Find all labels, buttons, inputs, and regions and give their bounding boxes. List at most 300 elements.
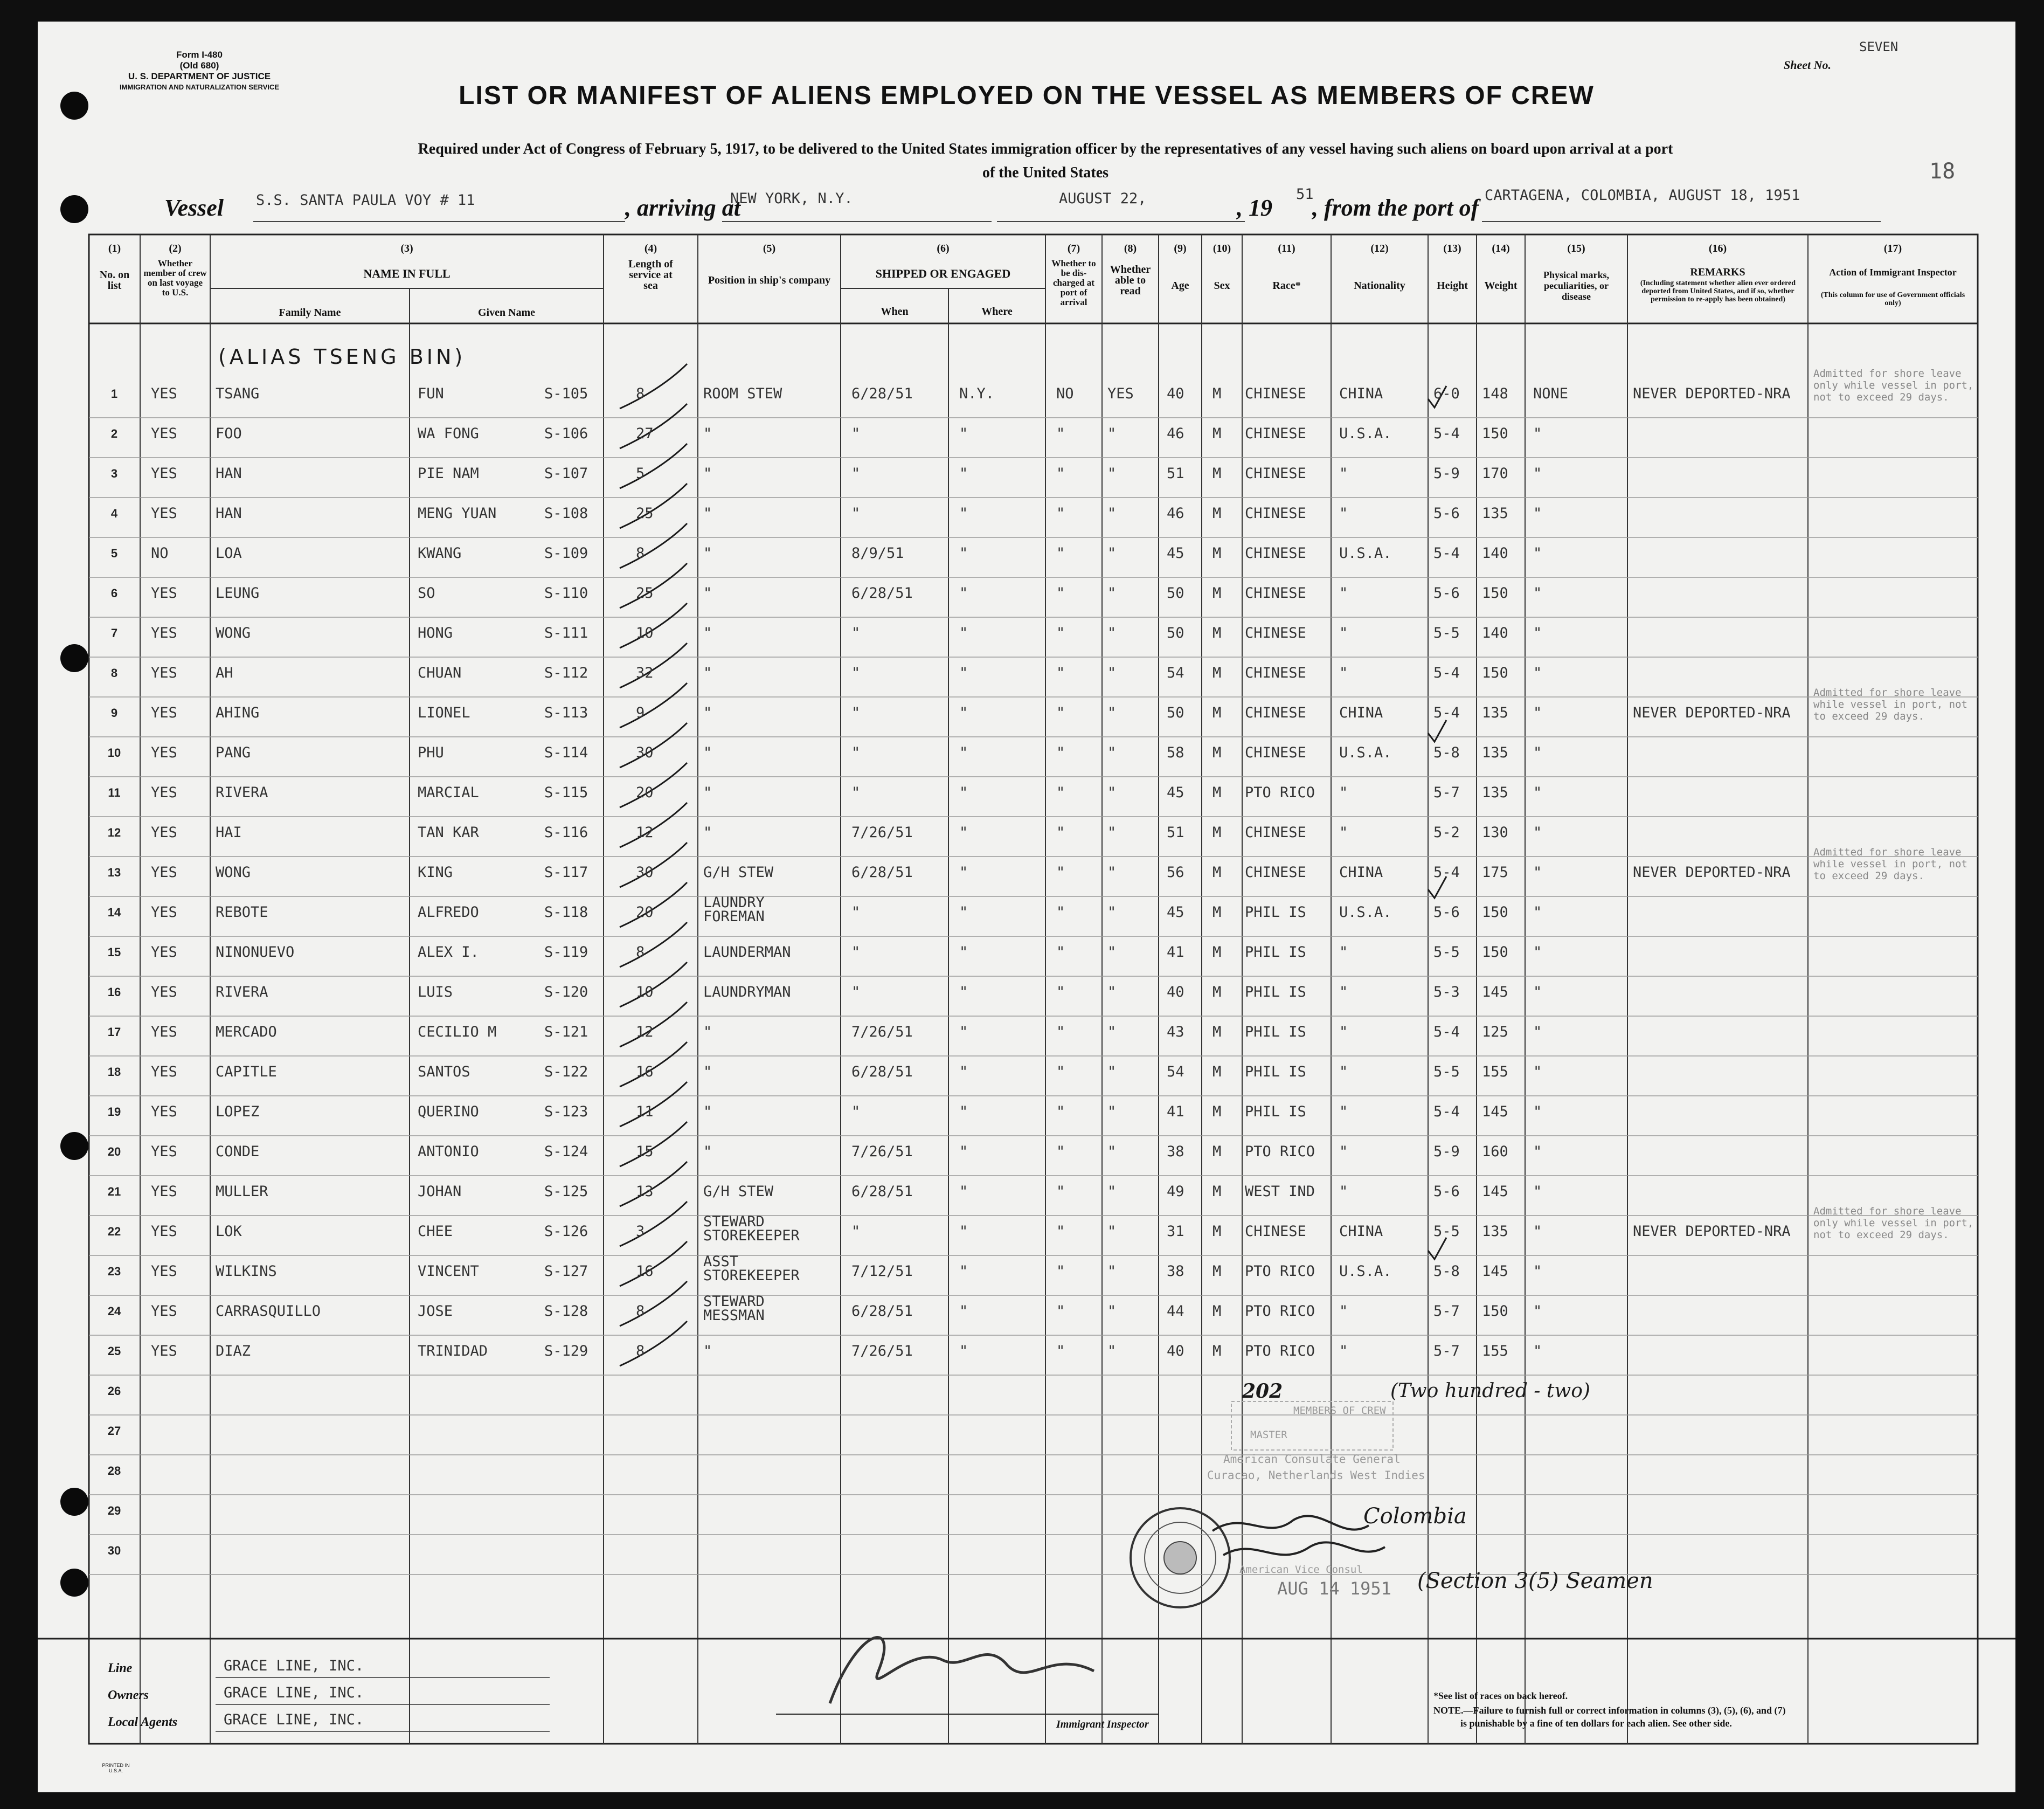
crew-last-voyage-cell: YES xyxy=(151,1064,177,1080)
shipped-where-cell: " xyxy=(959,465,968,482)
to-be-discharged-cell: " xyxy=(1056,1223,1065,1240)
crew-last-voyage-cell: YES xyxy=(151,1303,177,1320)
physical-marks-cell: " xyxy=(1533,784,1542,801)
shipped-where-cell: " xyxy=(959,944,968,961)
col-17-num: (17) xyxy=(1883,243,1902,254)
family-name-cell: LOPEZ xyxy=(216,1103,260,1120)
to-be-discharged-cell: " xyxy=(1056,1024,1065,1040)
shipped-where-cell: " xyxy=(959,784,968,801)
height-cell: 5-7 xyxy=(1433,1303,1460,1320)
weight-cell: 135 xyxy=(1482,744,1508,761)
sex-cell: M xyxy=(1212,505,1222,522)
shipped-when-cell: " xyxy=(851,784,861,801)
able-to-read-cell: YES xyxy=(1107,385,1134,402)
physical-marks-cell: " xyxy=(1533,425,1542,442)
service-length-cell: 12 xyxy=(636,1024,654,1040)
row-number: 10 xyxy=(107,746,121,759)
height-cell: 5-6 xyxy=(1433,1183,1460,1200)
form-number: Form I-480 xyxy=(176,50,223,60)
shipped-when-cell: " xyxy=(851,1103,861,1120)
able-to-read-cell: " xyxy=(1107,1143,1117,1160)
position-cell: " xyxy=(703,1143,712,1160)
physical-marks-cell: " xyxy=(1533,744,1542,761)
given-name-cell: PHU xyxy=(418,744,444,761)
race-cell: CHINESE xyxy=(1245,425,1306,442)
service-length-cell: 16 xyxy=(636,1263,654,1280)
position-cell: " xyxy=(703,824,712,841)
height-cell: 5-8 xyxy=(1433,744,1460,761)
sex-cell: M xyxy=(1212,385,1222,402)
nationality-cell: CHINA xyxy=(1339,705,1383,721)
race-cell: CHINESE xyxy=(1245,585,1306,602)
age-cell: 45 xyxy=(1167,784,1184,801)
arrival-year: 51 xyxy=(1296,186,1314,203)
weight-cell: 160 xyxy=(1482,1143,1508,1160)
col-7-label: Whether to be dis-charged at port of arrival xyxy=(1051,258,1096,307)
fine-note-2: is punishable by a fine of ten dollars for each alien. See other side. xyxy=(1460,1718,1732,1729)
shipped-where-cell: N.Y. xyxy=(959,385,995,402)
footer-line-label: Line xyxy=(108,1661,133,1675)
to-be-discharged-cell: " xyxy=(1056,1263,1065,1280)
shipped-where-cell: " xyxy=(959,864,968,881)
remarks-cell: NEVER DEPORTED-NRA xyxy=(1633,705,1791,721)
service-length-cell: 32 xyxy=(636,665,654,681)
col-10-label: Sex xyxy=(1214,280,1230,292)
col-2-num: (2) xyxy=(169,243,182,254)
physical-marks-cell: " xyxy=(1533,665,1542,681)
crew-last-voyage-cell: YES xyxy=(151,1024,177,1040)
footer-line-value: GRACE LINE, INC. xyxy=(224,1658,364,1674)
nationality-cell: " xyxy=(1339,1343,1348,1359)
col-4-num: (4) xyxy=(644,243,657,254)
physical-marks-cell: NONE xyxy=(1533,385,1569,402)
subtitle-line-2: of the United States xyxy=(982,164,1109,181)
given-name-cell: CECILIO M xyxy=(418,1024,497,1040)
height-cell: 5-3 xyxy=(1433,984,1460,1000)
footer-agents-value: GRACE LINE, INC. xyxy=(224,1711,364,1728)
height-cell: 5-2 xyxy=(1433,824,1460,841)
form-service: IMMIGRATION AND NATURALIZATION SERVICE xyxy=(119,83,280,91)
vessel-name: S.S. SANTA PAULA VOY # 11 xyxy=(256,192,475,209)
col-6-when: When xyxy=(881,306,909,317)
age-cell: 40 xyxy=(1167,984,1184,1000)
race-cell: PTO RICO xyxy=(1245,1263,1315,1280)
family-name-cell: NINONUEVO xyxy=(216,944,295,961)
check-stroke xyxy=(620,364,687,409)
position-cell: " xyxy=(703,1103,712,1120)
family-name-cell: AHING xyxy=(216,705,260,721)
weight-cell: 135 xyxy=(1482,505,1508,522)
nationality-cell: U.S.A. xyxy=(1339,1263,1392,1280)
shipped-where-cell: " xyxy=(959,585,968,602)
weight-cell: 145 xyxy=(1482,1103,1508,1120)
to-be-discharged-cell: " xyxy=(1056,625,1065,641)
given-name-cell: HONG xyxy=(418,625,453,641)
height-cell: 5-4 xyxy=(1433,665,1460,681)
to-be-discharged-cell: " xyxy=(1056,944,1065,961)
height-cell: 5-4 xyxy=(1433,545,1460,562)
row-number: 20 xyxy=(107,1145,121,1158)
service-length-cell: 11 xyxy=(636,1103,654,1120)
race-cell: PHIL IS xyxy=(1245,1103,1306,1120)
weight-cell: 155 xyxy=(1482,1343,1508,1359)
age-cell: 51 xyxy=(1167,465,1184,482)
crew-last-voyage-cell: YES xyxy=(151,385,177,402)
race-cell: CHINESE xyxy=(1245,505,1306,522)
shipped-where-cell: " xyxy=(959,625,968,641)
row-number: 13 xyxy=(107,866,121,879)
shipped-when-cell: 7/26/51 xyxy=(851,824,913,841)
shipped-where-cell: " xyxy=(959,545,968,562)
weight-cell: 140 xyxy=(1482,625,1508,641)
given-name-cell: LIONEL xyxy=(418,705,470,721)
shipped-when-cell: 7/26/51 xyxy=(851,1024,913,1040)
shipped-where-cell: " xyxy=(959,1143,968,1160)
service-length-cell: 8 xyxy=(636,1303,645,1320)
consulate-line-2: Curacao, Netherlands West Indies xyxy=(1207,1469,1425,1482)
given-name-cell: ALEX I. xyxy=(418,944,479,961)
nationality-cell: " xyxy=(1339,1024,1348,1040)
nationality-cell: " xyxy=(1339,1143,1348,1160)
able-to-read-cell: " xyxy=(1107,465,1117,482)
age-cell: 58 xyxy=(1167,744,1184,761)
physical-marks-cell: " xyxy=(1533,1103,1542,1120)
height-cell: 5-9 xyxy=(1433,1143,1460,1160)
row-number: 25 xyxy=(107,1344,121,1358)
sex-cell: M xyxy=(1212,824,1222,841)
col-13-num: (13) xyxy=(1443,243,1461,254)
form-old-number: (Old 680) xyxy=(179,60,219,71)
height-cell: 5-4 xyxy=(1433,864,1460,881)
position-cell: LAUNDRYMAN xyxy=(703,984,791,1000)
position-cell: " xyxy=(703,625,712,641)
age-cell: 51 xyxy=(1167,824,1184,841)
shipped-when-cell: " xyxy=(851,665,861,681)
sex-cell: M xyxy=(1212,1143,1222,1160)
col-7-num: (7) xyxy=(1067,243,1080,254)
physical-marks-cell: " xyxy=(1533,1303,1542,1320)
inspector-action-cell: Admitted for shore leave while vessel in port, not to exceed 29 days. xyxy=(1813,846,1967,882)
age-cell: 54 xyxy=(1167,1064,1184,1080)
family-name-cell: HAN xyxy=(216,465,242,482)
sex-cell: M xyxy=(1212,1103,1222,1120)
nationality-cell: " xyxy=(1339,1064,1348,1080)
age-cell: 54 xyxy=(1167,665,1184,681)
service-length-cell: 3 xyxy=(636,1223,645,1240)
race-cell: CHINESE xyxy=(1245,545,1306,562)
race-cell: WEST IND xyxy=(1245,1183,1315,1200)
height-cell: 5-6 xyxy=(1433,904,1460,921)
physical-marks-cell: " xyxy=(1533,824,1542,841)
age-cell: 31 xyxy=(1167,1223,1184,1240)
check-stroke xyxy=(620,444,687,488)
age-cell: 49 xyxy=(1167,1183,1184,1200)
seaman-id-cell: S-122 xyxy=(544,1064,588,1080)
nationality-cell: CHINA xyxy=(1339,864,1383,881)
col-6-num: (6) xyxy=(937,243,950,254)
shipped-where-cell: " xyxy=(959,665,968,681)
section-note: (Section 3(5) Seamen xyxy=(1417,1569,1653,1593)
remarks-cell: NEVER DEPORTED-NRA xyxy=(1633,864,1791,881)
check-stroke xyxy=(620,922,687,967)
row-number: 21 xyxy=(107,1185,121,1198)
height-cell: 5-5 xyxy=(1433,625,1460,641)
to-be-discharged-cell: " xyxy=(1056,425,1065,442)
family-name-cell: MULLER xyxy=(216,1183,268,1200)
race-cell: CHINESE xyxy=(1245,385,1306,402)
col-4-label: Length of service at sea xyxy=(628,258,673,292)
able-to-read-cell: " xyxy=(1107,505,1117,522)
race-cell: PHIL IS xyxy=(1245,1064,1306,1080)
service-length-cell: 16 xyxy=(636,1064,654,1080)
col-14-num: (14) xyxy=(1492,243,1510,254)
col-6-label: SHIPPED OR ENGAGED xyxy=(875,267,1011,280)
alias-note: (ALIAS TSENG BIN) xyxy=(218,345,466,369)
height-cell: 5-4 xyxy=(1433,1103,1460,1120)
crew-last-voyage-cell: YES xyxy=(151,1343,177,1359)
crew-last-voyage-cell: YES xyxy=(151,744,177,761)
nationality-cell: " xyxy=(1339,585,1348,602)
age-cell: 46 xyxy=(1167,425,1184,442)
vessel-label: Vessel xyxy=(164,195,224,221)
crew-last-voyage-cell: YES xyxy=(151,1103,177,1120)
service-length-cell: 30 xyxy=(636,864,654,881)
height-cell: 5-7 xyxy=(1433,1343,1460,1359)
from-port-label: , from the port of xyxy=(1312,195,1479,221)
seaman-id-cell: S-109 xyxy=(544,545,588,562)
col-6-where: Where xyxy=(981,306,1013,317)
row-number: 6 xyxy=(110,586,118,600)
col-3-num: (3) xyxy=(400,243,413,254)
nationality-cell: U.S.A. xyxy=(1339,425,1392,442)
nationality-cell: " xyxy=(1339,1303,1348,1320)
able-to-read-cell: " xyxy=(1107,824,1117,841)
family-name-cell: WONG xyxy=(216,864,251,881)
col-16-note: (Including statement whether alien ever ordered deported from United States, and if so, whether permission to re-apply has been obtained) xyxy=(1640,279,1796,303)
inspector-action-cell: Admitted for shore leave only while vessel in port, not to exceed 29 days. xyxy=(1813,368,1974,403)
race-cell: CHINESE xyxy=(1245,665,1306,681)
family-name-cell: HAI xyxy=(216,824,242,841)
shipped-when-cell: " xyxy=(851,744,861,761)
family-name-cell: WONG xyxy=(216,625,251,641)
family-name-cell: HAN xyxy=(216,505,242,522)
race-cell: PTO RICO xyxy=(1245,1303,1315,1320)
age-cell: 50 xyxy=(1167,625,1184,641)
shipped-when-cell: 6/28/51 xyxy=(851,1303,913,1320)
able-to-read-cell: " xyxy=(1107,1024,1117,1040)
physical-marks-cell: " xyxy=(1533,904,1542,921)
weight-cell: 125 xyxy=(1482,1024,1508,1040)
given-name-cell: FUN xyxy=(418,385,444,402)
remarks-cell: NEVER DEPORTED-NRA xyxy=(1633,385,1791,402)
position-cell: STEWARD MESSMAN xyxy=(703,1293,765,1324)
row-number: 4 xyxy=(110,507,118,520)
sex-cell: M xyxy=(1212,425,1222,442)
family-name-cell: RIVERA xyxy=(216,784,268,801)
col-12-label: Nationality xyxy=(1354,280,1405,292)
physical-marks-cell: " xyxy=(1533,944,1542,961)
seaman-id-cell: S-128 xyxy=(544,1303,588,1320)
race-cell: CHINESE xyxy=(1245,705,1306,721)
race-cell: PHIL IS xyxy=(1245,944,1306,961)
family-name-cell: LOA xyxy=(216,545,242,562)
weight-cell: 135 xyxy=(1482,705,1508,721)
weight-cell: 150 xyxy=(1482,944,1508,961)
seaman-id-cell: S-114 xyxy=(544,744,588,761)
crew-last-voyage-cell: YES xyxy=(151,625,177,641)
age-cell: 41 xyxy=(1167,1103,1184,1120)
nationality-cell: " xyxy=(1339,784,1348,801)
position-cell: " xyxy=(703,705,712,721)
consulate-line-1: American Consulate General xyxy=(1223,1453,1401,1466)
height-cell: 5-7 xyxy=(1433,784,1460,801)
age-cell: 40 xyxy=(1167,1343,1184,1359)
row-number: 17 xyxy=(107,1025,121,1039)
row-number: 3 xyxy=(110,467,118,480)
row-number: 27 xyxy=(107,1424,121,1438)
sex-cell: M xyxy=(1212,1223,1222,1240)
seaman-id-cell: S-117 xyxy=(544,864,588,881)
sex-cell: M xyxy=(1212,1343,1222,1359)
race-cell: CHINESE xyxy=(1245,465,1306,482)
seaman-id-cell: S-126 xyxy=(544,1223,588,1240)
check-stroke xyxy=(620,1281,687,1326)
able-to-read-cell: " xyxy=(1107,1303,1117,1320)
physical-marks-cell: " xyxy=(1533,585,1542,602)
to-be-discharged-cell: " xyxy=(1056,1064,1065,1080)
service-length-cell: 20 xyxy=(636,784,654,801)
crew-last-voyage-cell: YES xyxy=(151,505,177,522)
sex-cell: M xyxy=(1212,1064,1222,1080)
weight-cell: 150 xyxy=(1482,585,1508,602)
seaman-id-cell: S-113 xyxy=(544,705,588,721)
col-5-label: Position in ship's company xyxy=(708,274,831,286)
shipped-when-cell: 6/28/51 xyxy=(851,1064,913,1080)
arriving-label: , arriving at xyxy=(625,195,740,221)
given-name-cell: MENG YUAN xyxy=(418,505,497,522)
race-cell: CHINESE xyxy=(1245,744,1306,761)
crew-last-voyage-cell: YES xyxy=(151,585,177,602)
able-to-read-cell: " xyxy=(1107,784,1117,801)
service-length-cell: 15 xyxy=(636,1143,654,1160)
able-to-read-cell: " xyxy=(1107,984,1117,1000)
shipped-where-cell: " xyxy=(959,1343,968,1359)
seaman-id-cell: S-115 xyxy=(544,784,588,801)
col-1-num: (1) xyxy=(108,243,121,254)
physical-marks-cell: " xyxy=(1533,1343,1542,1359)
weight-cell: 135 xyxy=(1482,1223,1508,1240)
height-cell: 5-4 xyxy=(1433,1024,1460,1040)
position-cell: " xyxy=(703,1064,712,1080)
nationality-cell: " xyxy=(1339,625,1348,641)
physical-marks-cell: " xyxy=(1533,705,1542,721)
position-cell: G/H STEW xyxy=(703,1183,774,1200)
given-name-cell: JOHAN xyxy=(418,1183,462,1200)
sex-cell: M xyxy=(1212,904,1222,921)
row-number: 23 xyxy=(107,1265,121,1278)
shipped-where-cell: " xyxy=(959,984,968,1000)
physical-marks-cell: " xyxy=(1533,1223,1542,1240)
sex-cell: M xyxy=(1212,1263,1222,1280)
check-stroke xyxy=(620,1321,687,1366)
physical-marks-cell: " xyxy=(1533,545,1542,562)
weight-cell: 130 xyxy=(1482,824,1508,841)
printer-mark: PRINTED IN U.S.A. xyxy=(102,1763,130,1773)
remarks-cell: NEVER DEPORTED-NRA xyxy=(1633,1223,1791,1240)
shipped-where-cell: " xyxy=(959,705,968,721)
col-14-label: Weight xyxy=(1484,280,1518,292)
nationality-cell: U.S.A. xyxy=(1339,904,1392,921)
race-cell: PTO RICO xyxy=(1245,784,1315,801)
weight-cell: 170 xyxy=(1482,465,1508,482)
nationality-cell: " xyxy=(1339,984,1348,1000)
seaman-id-cell: S-106 xyxy=(544,425,588,442)
shipped-where-cell: " xyxy=(959,1064,968,1080)
family-name-cell: TSANG xyxy=(216,385,260,402)
crew-last-voyage-cell: YES xyxy=(151,944,177,961)
service-length-cell: 30 xyxy=(636,744,654,761)
sheet-number-label: Sheet No. xyxy=(1784,58,1831,72)
position-cell: STEWARD STOREKEEPER xyxy=(703,1213,800,1244)
shipped-when-cell: " xyxy=(851,505,861,522)
to-be-discharged-cell: " xyxy=(1056,465,1065,482)
to-be-discharged-cell: " xyxy=(1056,984,1065,1000)
col-9-label: Age xyxy=(1171,280,1189,292)
col-15-label: Physical marks, peculiarities, or disease xyxy=(1543,270,1609,302)
shipped-where-cell: " xyxy=(959,425,968,442)
service-length-cell: 8 xyxy=(636,944,645,961)
service-length-cell: 8 xyxy=(636,545,645,562)
col-11-label: Race* xyxy=(1272,280,1301,292)
to-be-discharged-cell: " xyxy=(1056,1103,1065,1120)
seaman-id-cell: S-118 xyxy=(544,904,588,921)
nationality-cell: " xyxy=(1339,1103,1348,1120)
shipped-where-cell: " xyxy=(959,1303,968,1320)
shipped-where-cell: " xyxy=(959,1263,968,1280)
race-cell: CHINESE xyxy=(1245,625,1306,641)
age-cell: 50 xyxy=(1167,585,1184,602)
shipped-when-cell: 6/28/51 xyxy=(851,385,913,402)
seaman-id-cell: S-119 xyxy=(544,944,588,961)
row-number: 12 xyxy=(107,826,121,839)
service-length-cell: 27 xyxy=(636,425,654,442)
row-number: 22 xyxy=(107,1225,121,1238)
shipped-when-cell: 6/28/51 xyxy=(851,864,913,881)
col-10-num: (10) xyxy=(1212,243,1231,254)
given-name-cell: TAN KAR xyxy=(418,824,479,841)
physical-marks-cell: " xyxy=(1533,505,1542,522)
weight-cell: 135 xyxy=(1482,784,1508,801)
shipped-when-cell: 6/28/51 xyxy=(851,585,913,602)
physical-marks-cell: " xyxy=(1533,984,1542,1000)
arrival-date: AUGUST 22, xyxy=(1059,190,1147,207)
row-number: 18 xyxy=(107,1065,121,1079)
age-cell: 44 xyxy=(1167,1303,1184,1320)
shipped-when-cell: " xyxy=(851,625,861,641)
race-cell: CHINESE xyxy=(1245,864,1306,881)
able-to-read-cell: " xyxy=(1107,1223,1117,1240)
race-cell: PHIL IS xyxy=(1245,1024,1306,1040)
to-be-discharged-cell: " xyxy=(1056,824,1065,841)
position-cell: LAUNDERMAN xyxy=(703,944,791,961)
crew-total-number: 202 xyxy=(1242,1380,1283,1403)
sex-cell: M xyxy=(1212,744,1222,761)
seaman-id-cell: S-105 xyxy=(544,385,588,402)
position-cell: " xyxy=(703,505,712,522)
to-be-discharged-cell: " xyxy=(1056,585,1065,602)
family-name-cell: REBOTE xyxy=(216,904,268,921)
races-note: *See list of races on back hereof. xyxy=(1433,1690,1568,1701)
